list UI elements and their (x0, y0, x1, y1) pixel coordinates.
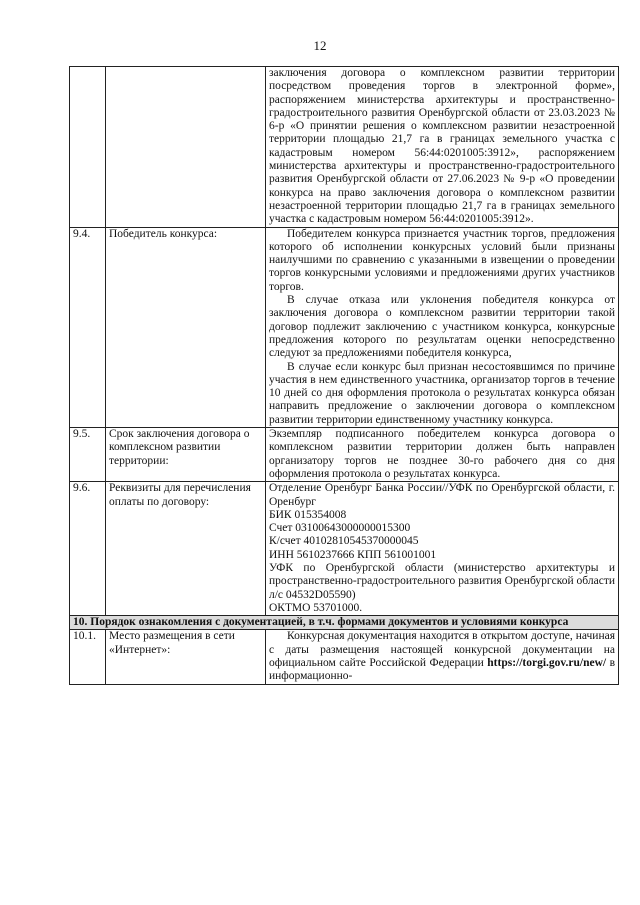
torgi-link[interactable]: https://torgi.gov.ru/new/ (487, 657, 607, 670)
row-number: 9.4. (70, 227, 106, 427)
row-content (266, 630, 619, 684)
row-label: Место размещения в сети «Интернет»: (106, 630, 266, 684)
contract-term-text: Экземпляр подписанного победителем конкурса договора о комплексном развитии территории должен быть направлен организатору торгов не позднее 30-го рабочего дня со дня оформления протокола о результатах конкурса. (269, 428, 615, 480)
row-content (266, 428, 619, 482)
procurement-table (69, 66, 619, 685)
documentation-paragraph (269, 630, 615, 683)
documentation-text: Конкурсная документация находится в открытом доступе, начиная с даты размещения настоящей конкурсной документации на официальном сайте Российской Федерации (269, 630, 615, 670)
row-content (266, 227, 619, 427)
row-label: Реквизиты для перечисления оплаты по договору: (106, 482, 266, 616)
row-number-cell (70, 67, 106, 228)
row-content (266, 482, 619, 616)
winner-paragraph-2: В случае отказа или уклонения победителя конкурса от заключения договора о комплексном развитии территории такой договор подлежит заключению с участником конкурса, конкурсные предложения которого по результатам оценки непосредственно следуют за предложениями победителя конкурса, (269, 294, 615, 360)
requisite-line: К/счет 40102810545370000045 (269, 535, 419, 548)
table-row-10-1 (70, 630, 619, 684)
winner-paragraph-1: Победителем конкурса признается участник торгов, предложения которого об исполнении конкурсных условий были признаны наилучшими по сравнению с указанными в извещении о проведении торгов конкурсными условиями и предложениями других участников торгов. (269, 227, 615, 293)
row-label: Срок заключения договора о комплексном развитии территории: (106, 428, 266, 482)
table-row-9-5 (70, 428, 619, 482)
row-number: 9.6. (70, 482, 106, 616)
requisite-line: Отделение Оренбург Банка России//УФК по Оренбургской области, г. Оренбург (269, 482, 615, 508)
section-title: 10. Порядок ознакомления с документацией, в т.ч. формами документов и условиями конкурса (70, 616, 619, 630)
section-header-10 (70, 616, 619, 630)
continuation-text: заключения договора о комплексном развитии территории посредством проведения торгов в электронной форме», распоряжением министерства архитектуры и пространственно-градостроительного развития Оренбургской области от 23.03.2023 № 6-р «О принятии решения о комплексном развитии незастроенной территории площадью 21,7 га в границах земельного участка с кадастровым номером 56:44:0201005:3912», распоряжением министерства архитектуры и пространственно-градостроительного развития Оренбургской области от 27.06.2023 № 9-р «О проведении конкурса на право заключения договора о комплексном развитии незастроенной территории площадью 21,7 га в границах земельного участка с кадастровым номером 56:44:0201005:3912». (269, 67, 615, 226)
table-row-9-4 (70, 227, 619, 427)
row-content-cell (266, 67, 619, 228)
requisite-line: ИНН 5610237666 КПП 561001001 (269, 548, 437, 561)
row-number: 9.5. (70, 428, 106, 482)
row-label: Победитель конкурса: (106, 227, 266, 427)
requisite-line: БИК 015354008 (269, 508, 347, 521)
table-row-9-6 (70, 482, 619, 616)
requisite-line: УФК по Оренбургской области (министерство архитектуры и пространственно-градостроительного развития Оренбургской области л/с 04532D05590) (269, 561, 615, 601)
winner-paragraph-3: В случае если конкурс был признан несостоявшимся по причине участия в нем единственного участника, организатор торгов в течение 10 дней со дня оформления протокола о результатах конкурса обязан направить предложение о заключении договора о комплексном развитии территории единственному участнику конкурса. (269, 360, 615, 426)
row-label-cell (106, 67, 266, 228)
row-number: 10.1. (70, 630, 106, 684)
documentation-text-end: в информационно- (269, 657, 615, 683)
table-row-continuation (70, 67, 619, 228)
requisite-line: ОКТМО 53701000. (269, 601, 363, 614)
page-number: 12 (313, 38, 327, 53)
requisite-line: Счет 03100643000000015300 (269, 522, 411, 535)
